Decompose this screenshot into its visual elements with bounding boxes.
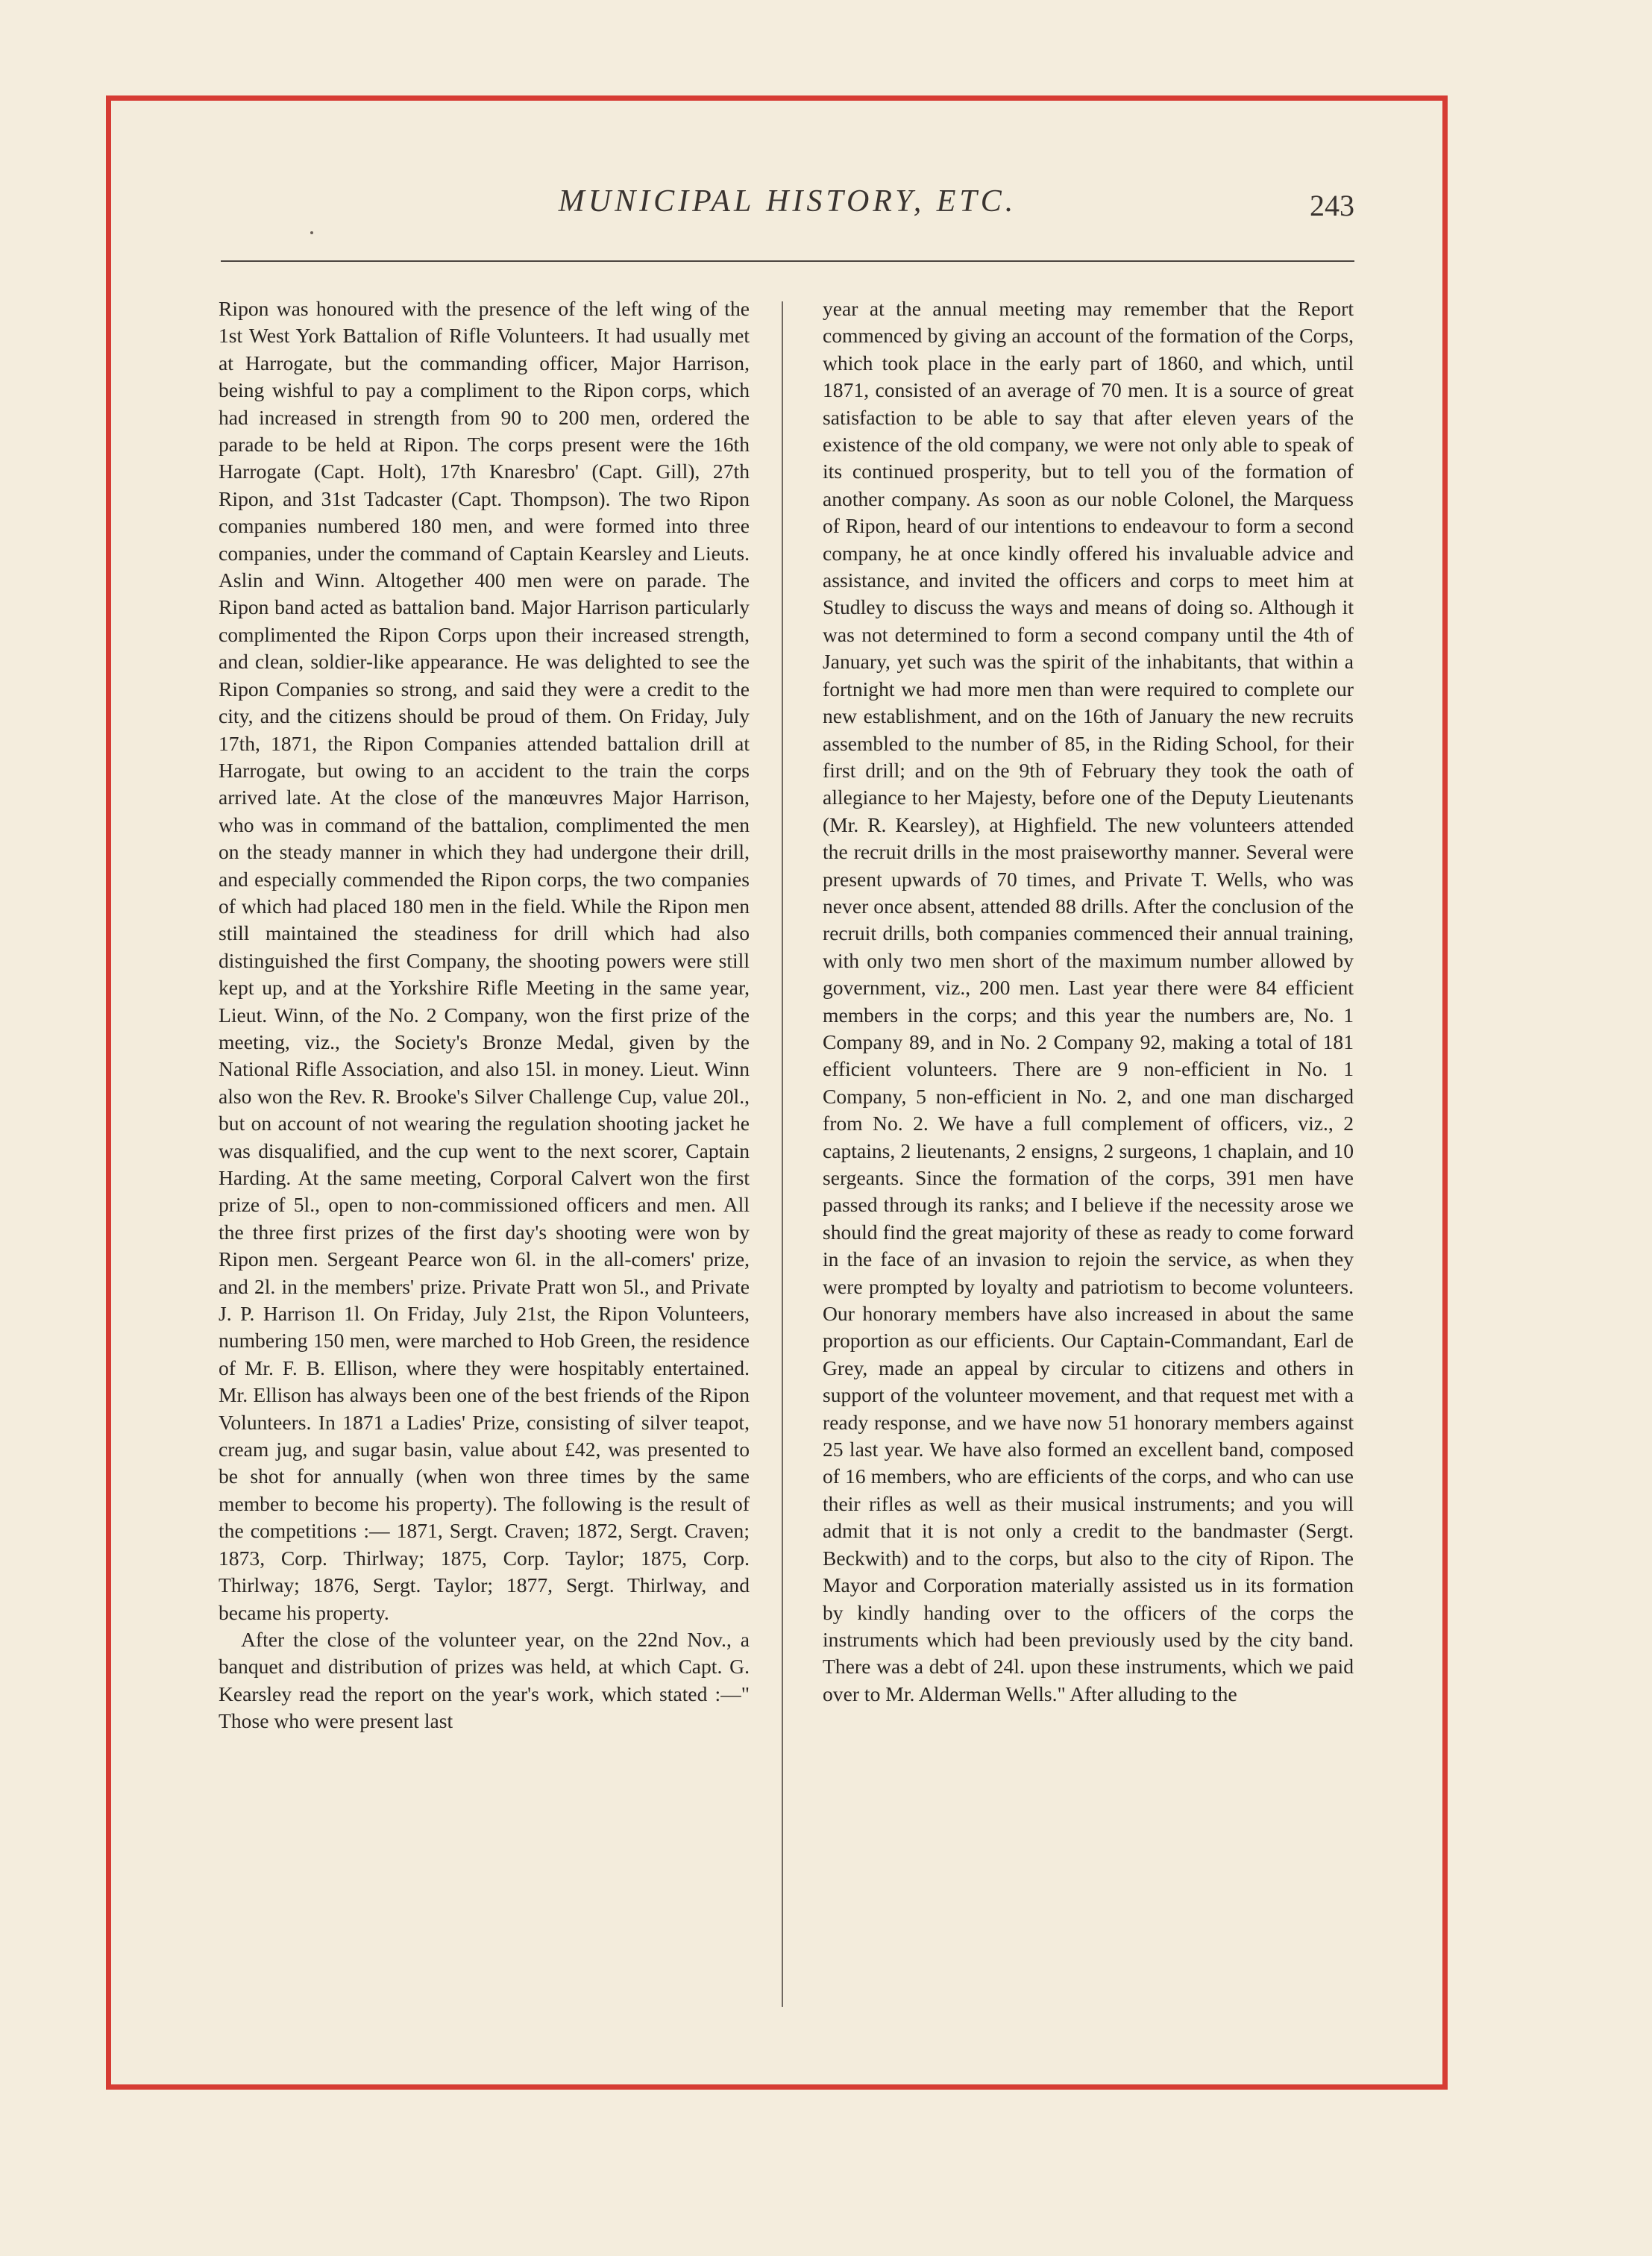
paragraph: year at the annual meeting may remember that the Report commenced by giving an account of the formation of the Corps, which took place in the early part of 1860, and which, until 1871, consisted of an average of 70 men. It is a source of great satisfaction to be able to say that after eleven years of the existence of the old company, we were not only able to speak of its continued prosperity, but to tell you of the formation of another company. As soon as our noble Colonel, the Marquess of Ripon, heard of our intentions to endeavour to form a second company, he at once kindly offered his invaluable advice and assistance, and invited the officers and corps to meet him at Studley to discuss the ways and means of doing so. Although it was not determined to form a second company until the 4th of January, yet such was the spirit of the inhabitants, that within a fortnight we had more men than were required to complete our new establishment, and on the 16th of January the new recruits assembled to the number of 85, in the Riding School, for their first drill; and on the 9th of February they took the oath of allegiance to her Majesty, before one of the Deputy Lieutenants (Mr. R. Kearsley), at Highfield. The new volunteers attended the recruit drills in the most praiseworthy manner. Several were present upwards of 70 times, and Private T. Wells, who was never once absent, attended 88 drills. After the conclusion of the recruit drills, both companies commenced their annual training, with only two men short of the maximum number allowed by government, viz., 200 men. Last year there were 84 efficient members in the corps; and this year the numbers are, No. 1 Company 89, and in No. 2 Company 92, making a total of 181 efficient volunteers. There are 9 non-efficient in No. 1 Company, 5 non-efficient in No. 2, and one man discharged from No. 2. We have a full complement of officers, viz., 2 captains, 2 lieutenants, 2 ensigns, 2 surgeons, 1 chaplain, and 10 sergeants. Since the formation of the corps, 391 men have passed through its ranks; and I believe if the necessity arose we should find the great majority of these as ready to come forward in the face of an invasion to rejoin the service, as when they were prompted by loyalty and patriotism to become volunteers. Our honorary members have also increased in about the same proportion as our efficients. Our Captain-Commandant, Earl de Grey, made an appeal by circular to citizens and others in support of the volunteer movement, and that request met with a ready response, and we have now 51 honorary members against 25 last year. We have also formed an excellent band, composed of 16 members, who are efficients of the corps, and who can use their rifles as well as their musical instruments; and you will admit that it is not only a credit to the bandmaster (Sergt. Beckwith) and to the corps, but also to the city of Ripon. The Mayor and Corporation materially assisted us in its formation by kindly handing over to the officers of the corps the instruments which had been previously used by the city band. There was a debt of 24l. upon these instruments, which we paid over to Mr. Alderman Wells." After alluding to the	[823, 297, 1354, 1705]
paragraph: Ripon was honoured with the presence of the left wing of the 1st West York Battalion of Rifle Volunteers. It had usually met at Harrogate, but the commanding officer, Major Harrison, being wishful to pay a compliment to the Ripon corps, which had increased in strength from 90 to 200 men, ordered the parade to be held at Ripon. The corps present were the 16th Harrogate (Capt. Holt), 17th Knaresbro' (Capt. Gill), 27th Ripon, and 31st Tadcaster (Capt. Thompson). The two Ripon companies numbered 180 men, and were formed into three companies, under the command of Captain Kearsley and Lieuts. Aslin and Winn. Altogether 400 men were on parade. The Ripon band acted as battalion band. Major Harrison particularly complimented the Ripon Corps upon their increased strength, and clean, soldier-like appearance. He was delighted to see the Ripon Companies so strong, and said they were a credit to the city, and the citizens should be proud of them. On Friday, July 17th, 1871, the Ripon Companies attended battalion drill at Harrogate, but owing to an accident to the train the corps arrived late. At the close of the manœuvres Major Harrison, who was in command of the battalion, complimented the men on the steady manner in which they had undergone their drill, and especially commended the Ripon corps, the two companies of which had placed 180 men in the field. While the Ripon men still maintained the steadiness for drill which had also distinguished the first Company, the shooting powers were still kept up, and at the Yorkshire Rifle Meeting in the same year, Lieut. Winn, of the No. 2 Company, won the first prize of the meeting, viz., the Society's Bronze Medal, given by the National Rifle Association, and also 15l. in money. Lieut. Winn also won the Rev. R. Brooke's Silver Challenge Cup, value 20l., but on account of not wearing the regulation shooting jacket he was disqualified, and the cup went to the next scorer, Captain Harding. At the same meeting, Corporal Calvert won the first prize of 5l., open to non-commissioned officers and men. All the three first prizes of the first day's shooting were won by Ripon men. Sergeant Pearce won 6l. in the all-comers' prize, and 2l. in the members' prize. Private Pratt won 5l., and Private J. P. Harrison 1l. On Friday, July 21st, the Ripon Volunteers, numbering 150 men, were marched to Hob Green, the residence of Mr. F. B. Ellison, where they were hospitably entertained. Mr. Ellison has always been one of the best friends of the Ripon Volunteers. In 1871 a Ladies' Prize, consisting of silver teapot, cream jug, and sugar basin, value about £42, was presented to be shot for annually (when won three times by the same member to become his property). The following is the result of the competitions :— 1871, Sergt. Craven; 1872, Sergt. Craven; 1873, Corp. Thirlway; 1875, Corp. Taylor; 1875, Corp. Thirlway; 1876, Sergt. Taylor; 1877, Sergt. Thirlway, and became his property.	[219, 297, 750, 1624]
paragraph: After the close of the volunteer year, on the 22nd Nov., a banquet and distribution of prizes was held, at which Capt. G. Kearsley read the report on the year's work, which stated :—" Those who were present last	[219, 1627, 750, 1733]
left-column	[219, 295, 750, 1735]
page-number: 243	[1310, 189, 1354, 222]
stray-mark	[310, 231, 313, 234]
running-title: MUNICIPAL HISTORY, ETC.	[558, 184, 1017, 219]
page-header	[221, 184, 1354, 236]
header-rule	[221, 260, 1354, 262]
right-column	[823, 295, 1354, 1708]
column-divider	[782, 301, 783, 2007]
